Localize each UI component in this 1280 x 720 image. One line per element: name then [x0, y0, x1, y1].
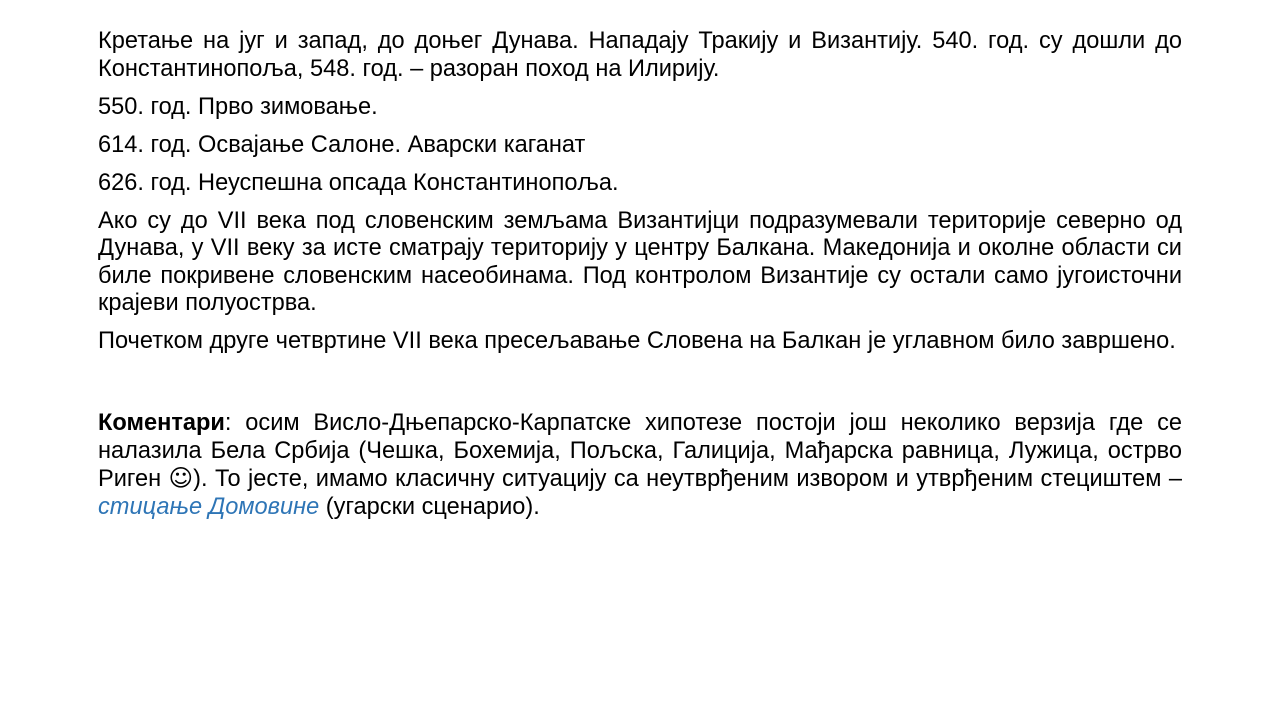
comments-text-end: (угарски сценарио).	[319, 493, 540, 520]
comments-text-start: : осим Висло-Дњепарско-Карпатске хипотезе постоји још неколико верзија где се налазила Бела Србија (Чешка, Бохемија, Пољска, Галиција, Мађарска равница, Лужица, острво Риген	[98, 410, 1182, 492]
paragraph-comments	[98, 410, 1182, 521]
comments-label: Коментари	[98, 410, 225, 436]
comments-text-middle: ). То јесте, имамо класичну ситуацију са неутврђеним извором и утврђеним стециштем –	[193, 466, 1182, 492]
paragraph-year-614: 614. год. Освајање Салоне. Аварски каганат	[98, 131, 586, 158]
paragraph-migration-complete: Почетком друге четвртине VII века пресељавање Словена на Балкан је углавном било завршено.	[98, 328, 1176, 354]
paragraph-year-626: 626. год. Неуспешна опсада Константинопоља.	[98, 169, 619, 196]
smiley-icon: ☺	[168, 464, 194, 492]
paragraph-seventh-century: Ако су до VII века под словенским земљама Византијци подразумевали територије северно од Дунава, у VII веку за исте сматрају територију у центру Балкана. Македонија и околне области си биле покривене словенским насеобинама. Под контролом Византије су остали само југоисточни крајеви полуострва.	[98, 207, 1182, 316]
paragraph-year-550: 550. год. Прво зимовање.	[98, 93, 378, 120]
paragraph-migration-south: Кретање на југ и запад, до доњег Дунава. Нападају Тракију и Византију. 540. год. су дошли до Константинопоља, 548. год. – разоран поход на Илирију.	[98, 28, 1182, 82]
spacer	[98, 366, 1182, 410]
slide-content	[98, 28, 1182, 532]
comments-emphasis: стицање Домовине	[98, 493, 320, 520]
